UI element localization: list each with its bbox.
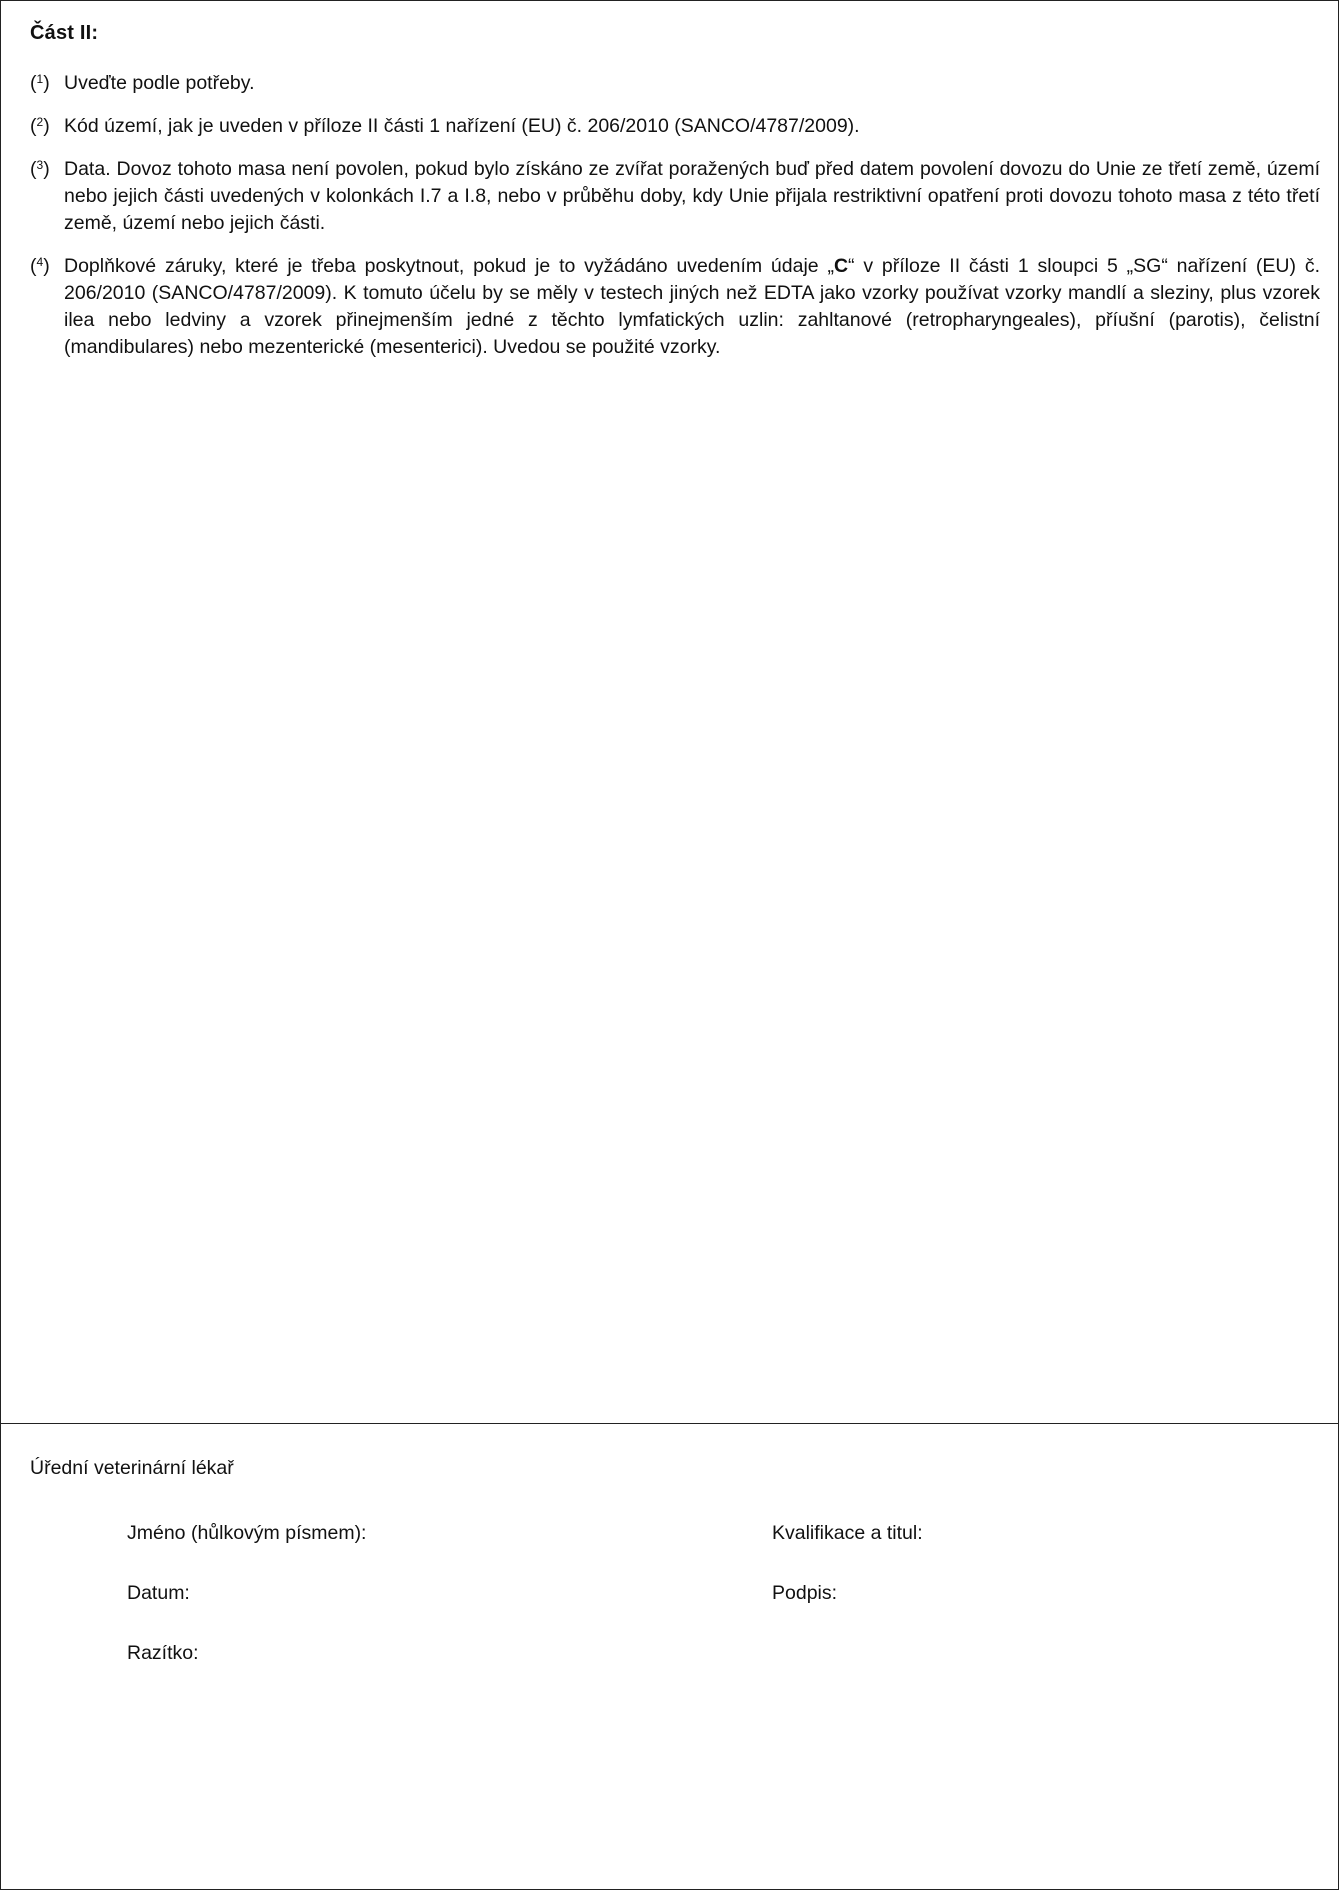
notes-section xyxy=(1,1,1338,1424)
official-veterinarian-section xyxy=(1,1424,1338,1889)
footnote-3 xyxy=(30,156,1320,237)
footnote-1 xyxy=(30,70,1320,97)
footnote-marker: ($^1$) xyxy=(30,72,50,94)
signature-field-label: Podpis: xyxy=(772,1582,838,1604)
footnote-text: Kód území, jak je uveden v příloze II části 1 nařízení (EU) č. 206/2010 (SANCO/4787/2009). xyxy=(64,115,860,137)
footnote-list xyxy=(30,70,1320,377)
footnote-4 xyxy=(30,253,1320,361)
footnote-marker: ($^2$) xyxy=(30,115,50,137)
footnote-text: Doplňkové záruky, které je třeba poskytnout, pokud je to vyžádáno uvedením údaje „C“ v příloze II části 1 sloupci 5 „SG“ nařízení (EU) č. 206/2010 (SANCO/4787/2009). K tomuto účelu by se měly v testech jiných než EDTA jako vzorky používat vzorky mandlí a sleziny, plus vzorek ilea nebo ledviny a vzorek přinejmenším jedné z těchto lymfatických uzlin: zahltanové (retropharyngeales), příušní (parotis), čelistní (mandibulares) nebo mezenterické (mesenterici). Uvedou se použité vzorky. xyxy=(64,255,1320,358)
footnote-marker: ($^3$) xyxy=(30,158,50,180)
qualification-field-label: Kvalifikace a titul: xyxy=(772,1522,923,1544)
part-title: Část II: xyxy=(30,22,99,44)
footnote-2 xyxy=(30,113,1320,140)
stamp-field-label: Razítko: xyxy=(127,1642,199,1664)
footnote-marker: ($^4$) xyxy=(30,255,50,277)
date-field-label: Datum: xyxy=(127,1582,190,1604)
official-veterinarian-title: Úřední veterinární lékař xyxy=(30,1457,234,1479)
name-field-label: Jméno (hůlkovým písmem): xyxy=(127,1522,367,1544)
code-c: C xyxy=(833,255,849,277)
footnote-text: Uveďte podle potřeby. xyxy=(64,72,255,94)
footnote-text: Data. Dovoz tohoto masa není povolen, pokud bylo získáno ze zvířat poražených buď před datem povolení dovozu do Unie ze třetí země, území nebo jejich části uvedených v kolonkách I.7 a I.8, nebo v průběhu doby, kdy Unie přijala restriktivní opatření proti dovozu tohoto masa z této třetí země, území nebo jejich části. xyxy=(64,158,1320,234)
